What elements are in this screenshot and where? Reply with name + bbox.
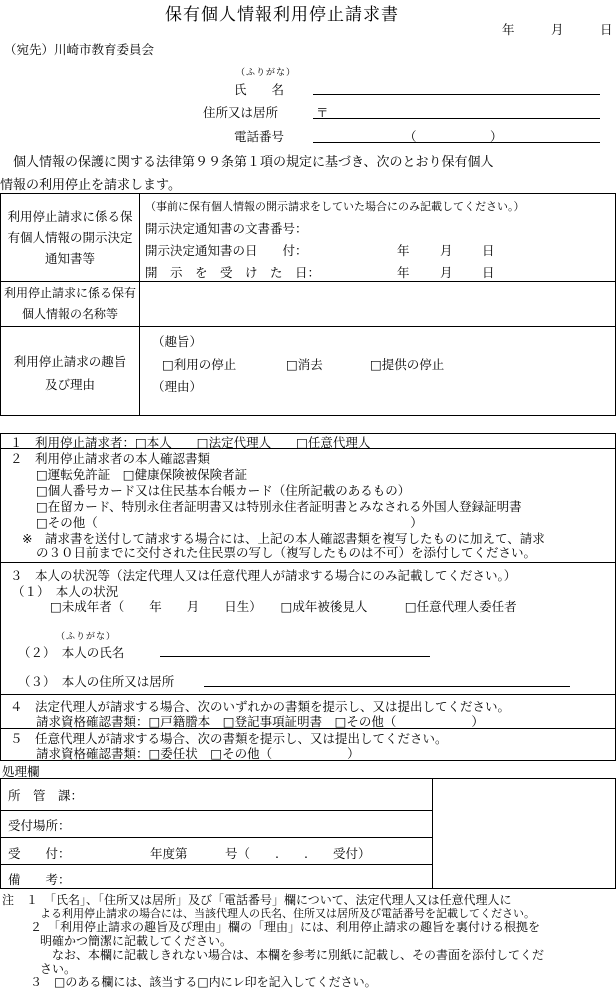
intro-line-1: 個人情報の保護に関する法律第９９条第１項の規定に基づき、次のとおり保有個人 [0, 155, 494, 170]
requester-name-field[interactable] [313, 94, 600, 95]
requester-address-label: 住所又は居所 [203, 105, 279, 120]
received-date-day: 日 [482, 265, 495, 280]
processing-heading: 処理欄 [2, 764, 40, 779]
row-purpose-reason-label: 利用停止請求の趣旨及び理由 [13, 354, 127, 392]
section-3-title: ３ 本人の状況等（法定代理人又は任意代理人が請求する場合にのみ記載してください。） [10, 568, 517, 583]
principal-address-field[interactable] [204, 686, 570, 687]
table1-rule-1 [0, 281, 616, 282]
section-2-title: ２ 利用停止請求者の本人確認書類 [10, 451, 211, 466]
note-1-line-2: よる利用停止請求の場合には、当該代理人の氏名、住所又は居所及び電話番号を記載してください。 [40, 907, 535, 920]
row-disclosure-docno: 開示決定通知書の文書番号： [145, 221, 308, 236]
phone-paren-close: ） [490, 129, 503, 144]
row-disclosure-received: 開 示 を 受 け た 日： [145, 265, 321, 280]
page-title: 保有個人情報利用停止請求書 [165, 5, 399, 25]
processing-rule-3 [0, 864, 432, 865]
purpose-heading: （趣旨） [152, 334, 203, 349]
section-5-documents[interactable]: 請求資格確認書類：□委任状 □その他（ ） [36, 746, 360, 761]
principal-address-label: （３） 本人の住所又は居所 [18, 674, 175, 689]
principal-status-options[interactable]: □未成年者（ 年 月 日生） □成年被後見人 □任意代理人委任者 [50, 599, 517, 614]
postal-mark: 〒 [316, 105, 329, 120]
processing-remarks: 備 考： [8, 872, 71, 887]
note-1-line-1: 注 １ 「氏名」、「住所又は居所」及び「電話番号」欄について、法定代理人又は任意代理人に [2, 893, 512, 907]
notice-date-year: 年 [397, 243, 410, 258]
date-month: 月 [551, 22, 564, 37]
note-3: ３ □のある欄には、該当する□内にレ印を記入してください。 [30, 975, 377, 989]
received-date-month: 月 [440, 265, 453, 280]
row-disclosure-notice-label: 利用停止請求に係る保有個人情報の開示決定通知書等 [7, 209, 133, 266]
principal-name-furigana: （ふりがな） [56, 632, 117, 642]
note-2-line-1: ２ 「利用停止請求の趣旨及び理由」欄の「理由」には、利用停止請求の趣旨を裏付ける根拠を [30, 920, 541, 934]
section-4-title: ４ 法定代理人が請求する場合、次のいずれかの書類を提示し、又は提出してください。 [10, 699, 511, 714]
intro-line-2: 情報の利用停止を請求します。 [0, 178, 181, 193]
id-doc-option-c[interactable]: □在留カード、特別永住者証明書又は特別永住者証明書とみなされる外国人登録証明書 [36, 499, 522, 514]
id-doc-note-1: ※ 請求書を送付して請求する場合には、上記の本人確認書類を複写したものに加えて、請求 [22, 531, 545, 546]
table2-rule-2 [0, 562, 616, 563]
id-doc-option-a[interactable]: □運転免許証 □健康保険被保険者証 [36, 467, 248, 482]
note-2-line-2: 明確かつ簡潔に記載してください。 [40, 934, 233, 948]
option-erase[interactable]: □消去 [286, 357, 323, 372]
processing-divider [432, 778, 433, 889]
notice-date-month: 月 [440, 243, 453, 258]
id-doc-option-b[interactable]: □個人番号カード又は住民基本台帳カード（住所記載のあるもの） [36, 483, 411, 498]
processing-rule-2 [0, 837, 432, 838]
processing-jurisdiction: 所 管 課： [8, 788, 84, 803]
date-year: 年 [502, 22, 515, 37]
processing-receipt-number: 年度第 号（ . . 受付） [150, 846, 371, 861]
section-4-documents[interactable]: 請求資格確認書類：□戸籍謄本 □登記事項証明書 □その他（ ） [36, 714, 484, 729]
requester-address-field[interactable] [313, 118, 600, 119]
table1-rule-2 [0, 326, 616, 327]
principal-name-label: （２） 本人の氏名 [18, 645, 125, 660]
principal-name-field[interactable] [160, 656, 430, 657]
phone-paren-open: （ [404, 129, 417, 144]
section-1-requester-type[interactable]: １ 利用停止請求者：□本人 □法定代理人 □任意代理人 [10, 435, 371, 450]
addressee: （宛先）川崎市教育委員会 [4, 42, 155, 57]
row-info-name-field[interactable] [142, 284, 612, 324]
processing-reception-place: 受付場所： [8, 818, 71, 833]
row-disclosure-notice-date: 開示決定通知書の日 付： [145, 243, 308, 258]
processing-receipt: 受 付： [8, 846, 71, 861]
principal-status-label: （１） 本人の状況 [12, 584, 119, 599]
note-2-line-4: さい。 [40, 962, 77, 976]
requester-furigana: （ふりがな） [236, 68, 297, 78]
option-stop-use[interactable]: □利用の停止 [162, 357, 237, 372]
table2-rule-3 [0, 694, 616, 695]
row-info-name-label: 利用停止請求に係る保有個人情報の名称等 [3, 286, 136, 321]
requester-phone-label: 電話番号 [234, 129, 285, 144]
row-disclosure-note: （事前に保有個人情報の開示請求をしていた場合にのみ記載してください。） [145, 200, 525, 213]
notice-date-day: 日 [482, 243, 495, 258]
id-doc-note-2: の３０日前までに交付された住民票の写し（複写したものは不可）を添付してください。 [36, 545, 537, 560]
date-day: 日 [600, 22, 613, 37]
requester-phone-field[interactable] [313, 142, 600, 143]
note-2-line-3: なお、本欄に記載しきれない場合は、本欄を参考に別紙に記載し、その書面を添付してくだ [52, 948, 545, 962]
processing-table [0, 778, 616, 889]
section-5-title: ５ 任意代理人が請求する場合、次の書類を提示し、又は提出してください。 [10, 731, 448, 746]
option-stop-provision[interactable]: □提供の停止 [370, 357, 445, 372]
received-date-year: 年 [397, 265, 410, 280]
reason-heading: （理由） [152, 379, 203, 394]
requester-name-label: 氏 名 [234, 82, 285, 97]
id-doc-option-other[interactable]: □その他（ ） [36, 515, 423, 530]
table1-divider [139, 193, 140, 416]
processing-rule-1 [0, 810, 432, 811]
